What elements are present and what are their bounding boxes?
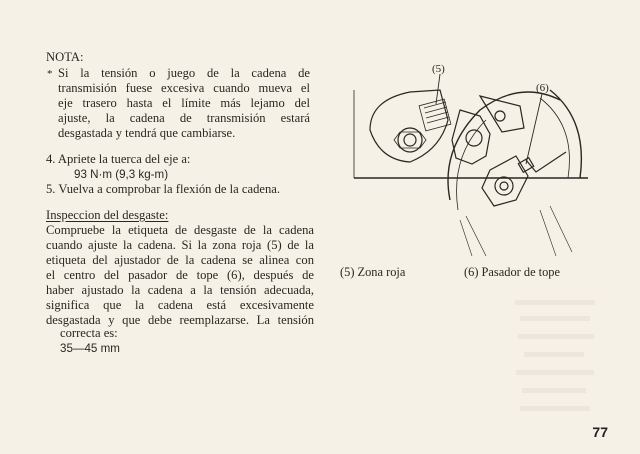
caption-stop-pin: (6) Pasador de tope [464, 265, 560, 279]
note-line-2: transmisión fuese excesiva cuando mueva el [58, 81, 310, 95]
bleed-through [516, 370, 594, 375]
step-4: 4. Apriete la tuerca del eje a: [46, 152, 191, 166]
bleed-through [515, 300, 595, 305]
callout-6: (6) [536, 82, 549, 94]
inspection-line-3: etiqueta del ajustador de la cadena se alinea con [46, 253, 314, 267]
note-line-5: desgastada y tendrá que cambiarse. [58, 126, 236, 140]
inspection-line-4: el centro del pasador de tope (6), después de [46, 268, 314, 282]
bleed-through [518, 334, 594, 339]
callout-5: (5) [432, 63, 445, 75]
inspection-line-5: haber ajustado la cadena a la tensión adecuada, [46, 283, 314, 297]
note-bullet: * [47, 68, 53, 80]
bleed-through [522, 388, 586, 393]
inspection-line-7: desgastada y que debe reemplazarse. La tensión [46, 313, 314, 327]
caption-red-zone: (5) Zona roja [340, 265, 406, 279]
torque-value: 93 N·m (9,3 kg-m) [74, 168, 169, 181]
note-line-4: ajuste, la cadena de transmisión estará [58, 111, 310, 125]
step-5: 5. Vuelva a comprobar la flexión de la cadena. [46, 182, 280, 196]
inspection-line-1: Compruebe la etiqueta de desgaste de la cadena [46, 223, 314, 237]
page-number: 77 [592, 424, 608, 440]
chain-slack-value: 35—45 mm [60, 342, 120, 355]
inspection-heading: Inspeccion del desgaste: [46, 208, 169, 222]
note-line-1: Si la tensión o juego de la cadena de [58, 66, 310, 80]
bleed-through [524, 352, 584, 357]
chain-adjuster-illustration [340, 60, 600, 260]
inspection-line-2: cuando ajuste la cadena. Si la zona roja (5) de la [46, 238, 314, 252]
note-heading: NOTA: [46, 50, 84, 64]
note-line-3: eje trasero hasta el límite más lejamo del [58, 96, 310, 110]
inspection-line-8: correcta es: [60, 326, 118, 340]
bleed-through [520, 406, 590, 411]
inspection-line-6: significa que la cadena está excesivamente [46, 298, 314, 312]
bleed-through [520, 316, 590, 321]
